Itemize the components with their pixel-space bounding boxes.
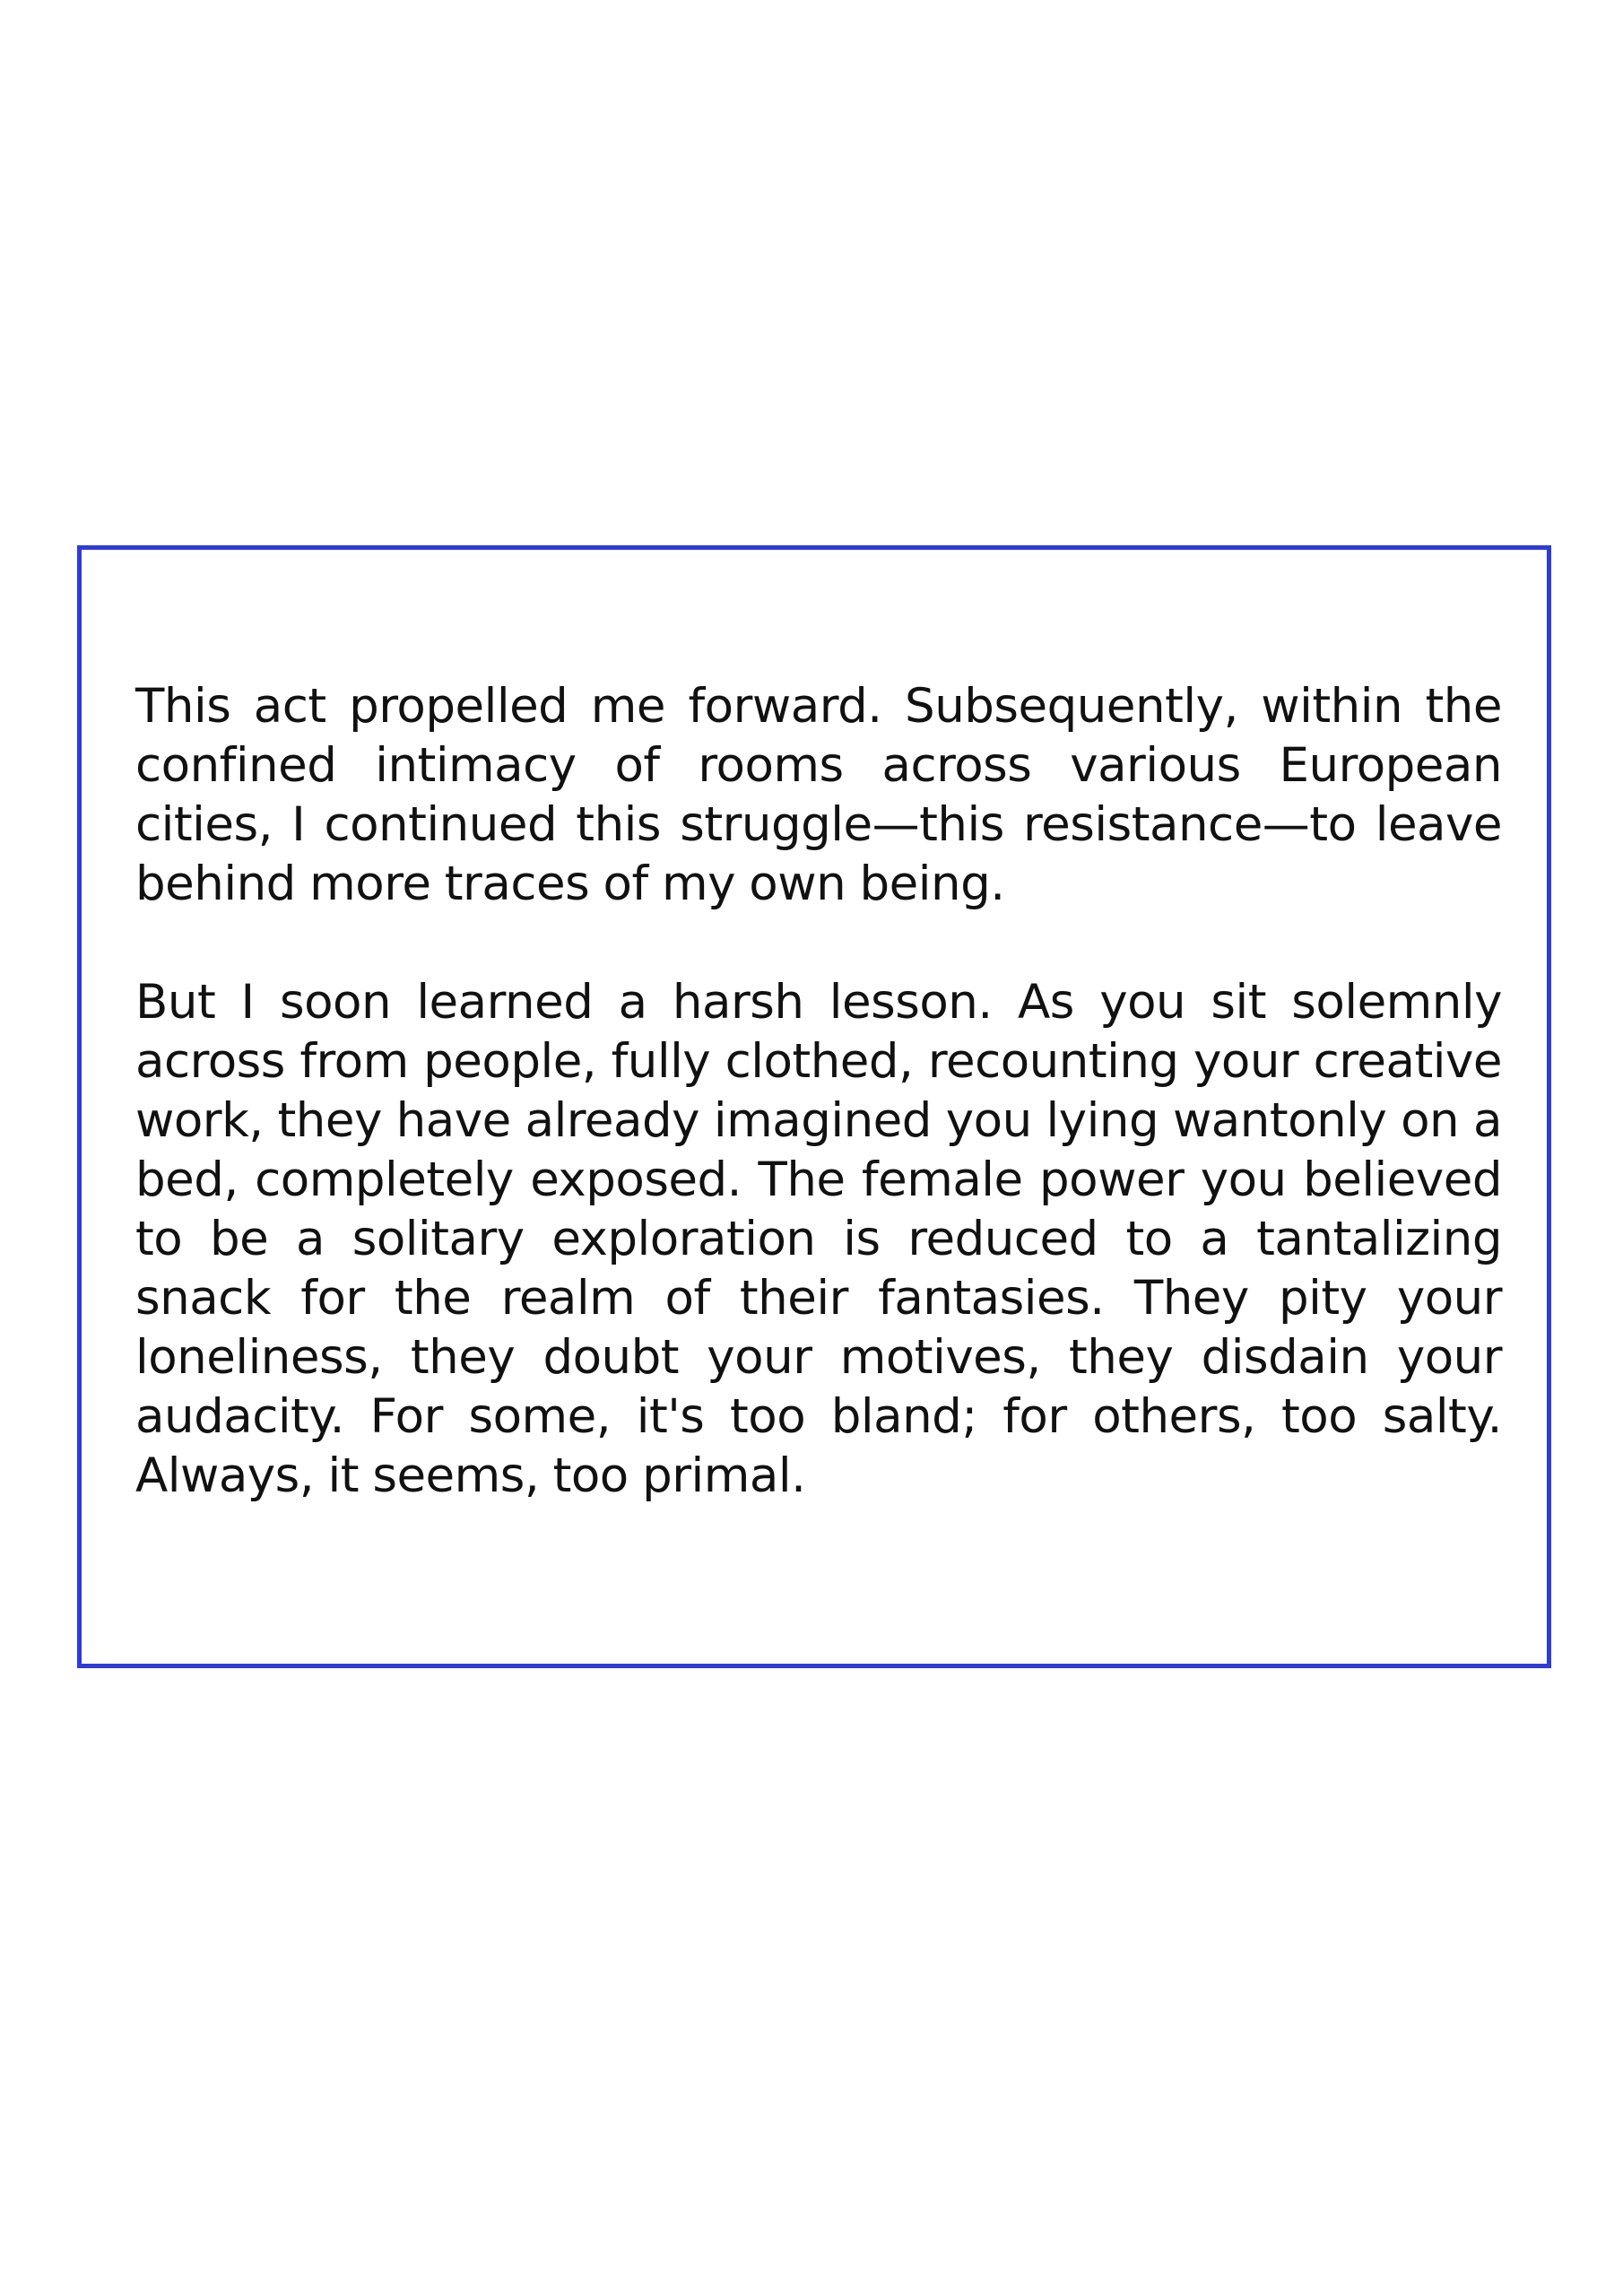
paragraph-1: This act propelled me forward. Subsequently, within the confined intimacy of rooms across various European cities, I continued this struggle—this resistance—to leave behind more traces of my own being.	[135, 679, 1502, 911]
text-content	[135, 677, 1502, 1506]
paragraph-2: But I soon learned a harsh lesson. As you sit solemnly across from people, fully clothed, recounting your creative work, they have already imagined you lying wantonly on a bed, completely exposed. The female power you believed to be a solitary exploration is reduced to a tantalizing snack for the realm of their fantasies. They pity your loneliness, they doubt your motives, they disdain your audacity. For some, it's too bland; for others, too salty. Always, it seems, too primal.	[135, 975, 1502, 1503]
bordered-text-box	[77, 545, 1551, 1668]
